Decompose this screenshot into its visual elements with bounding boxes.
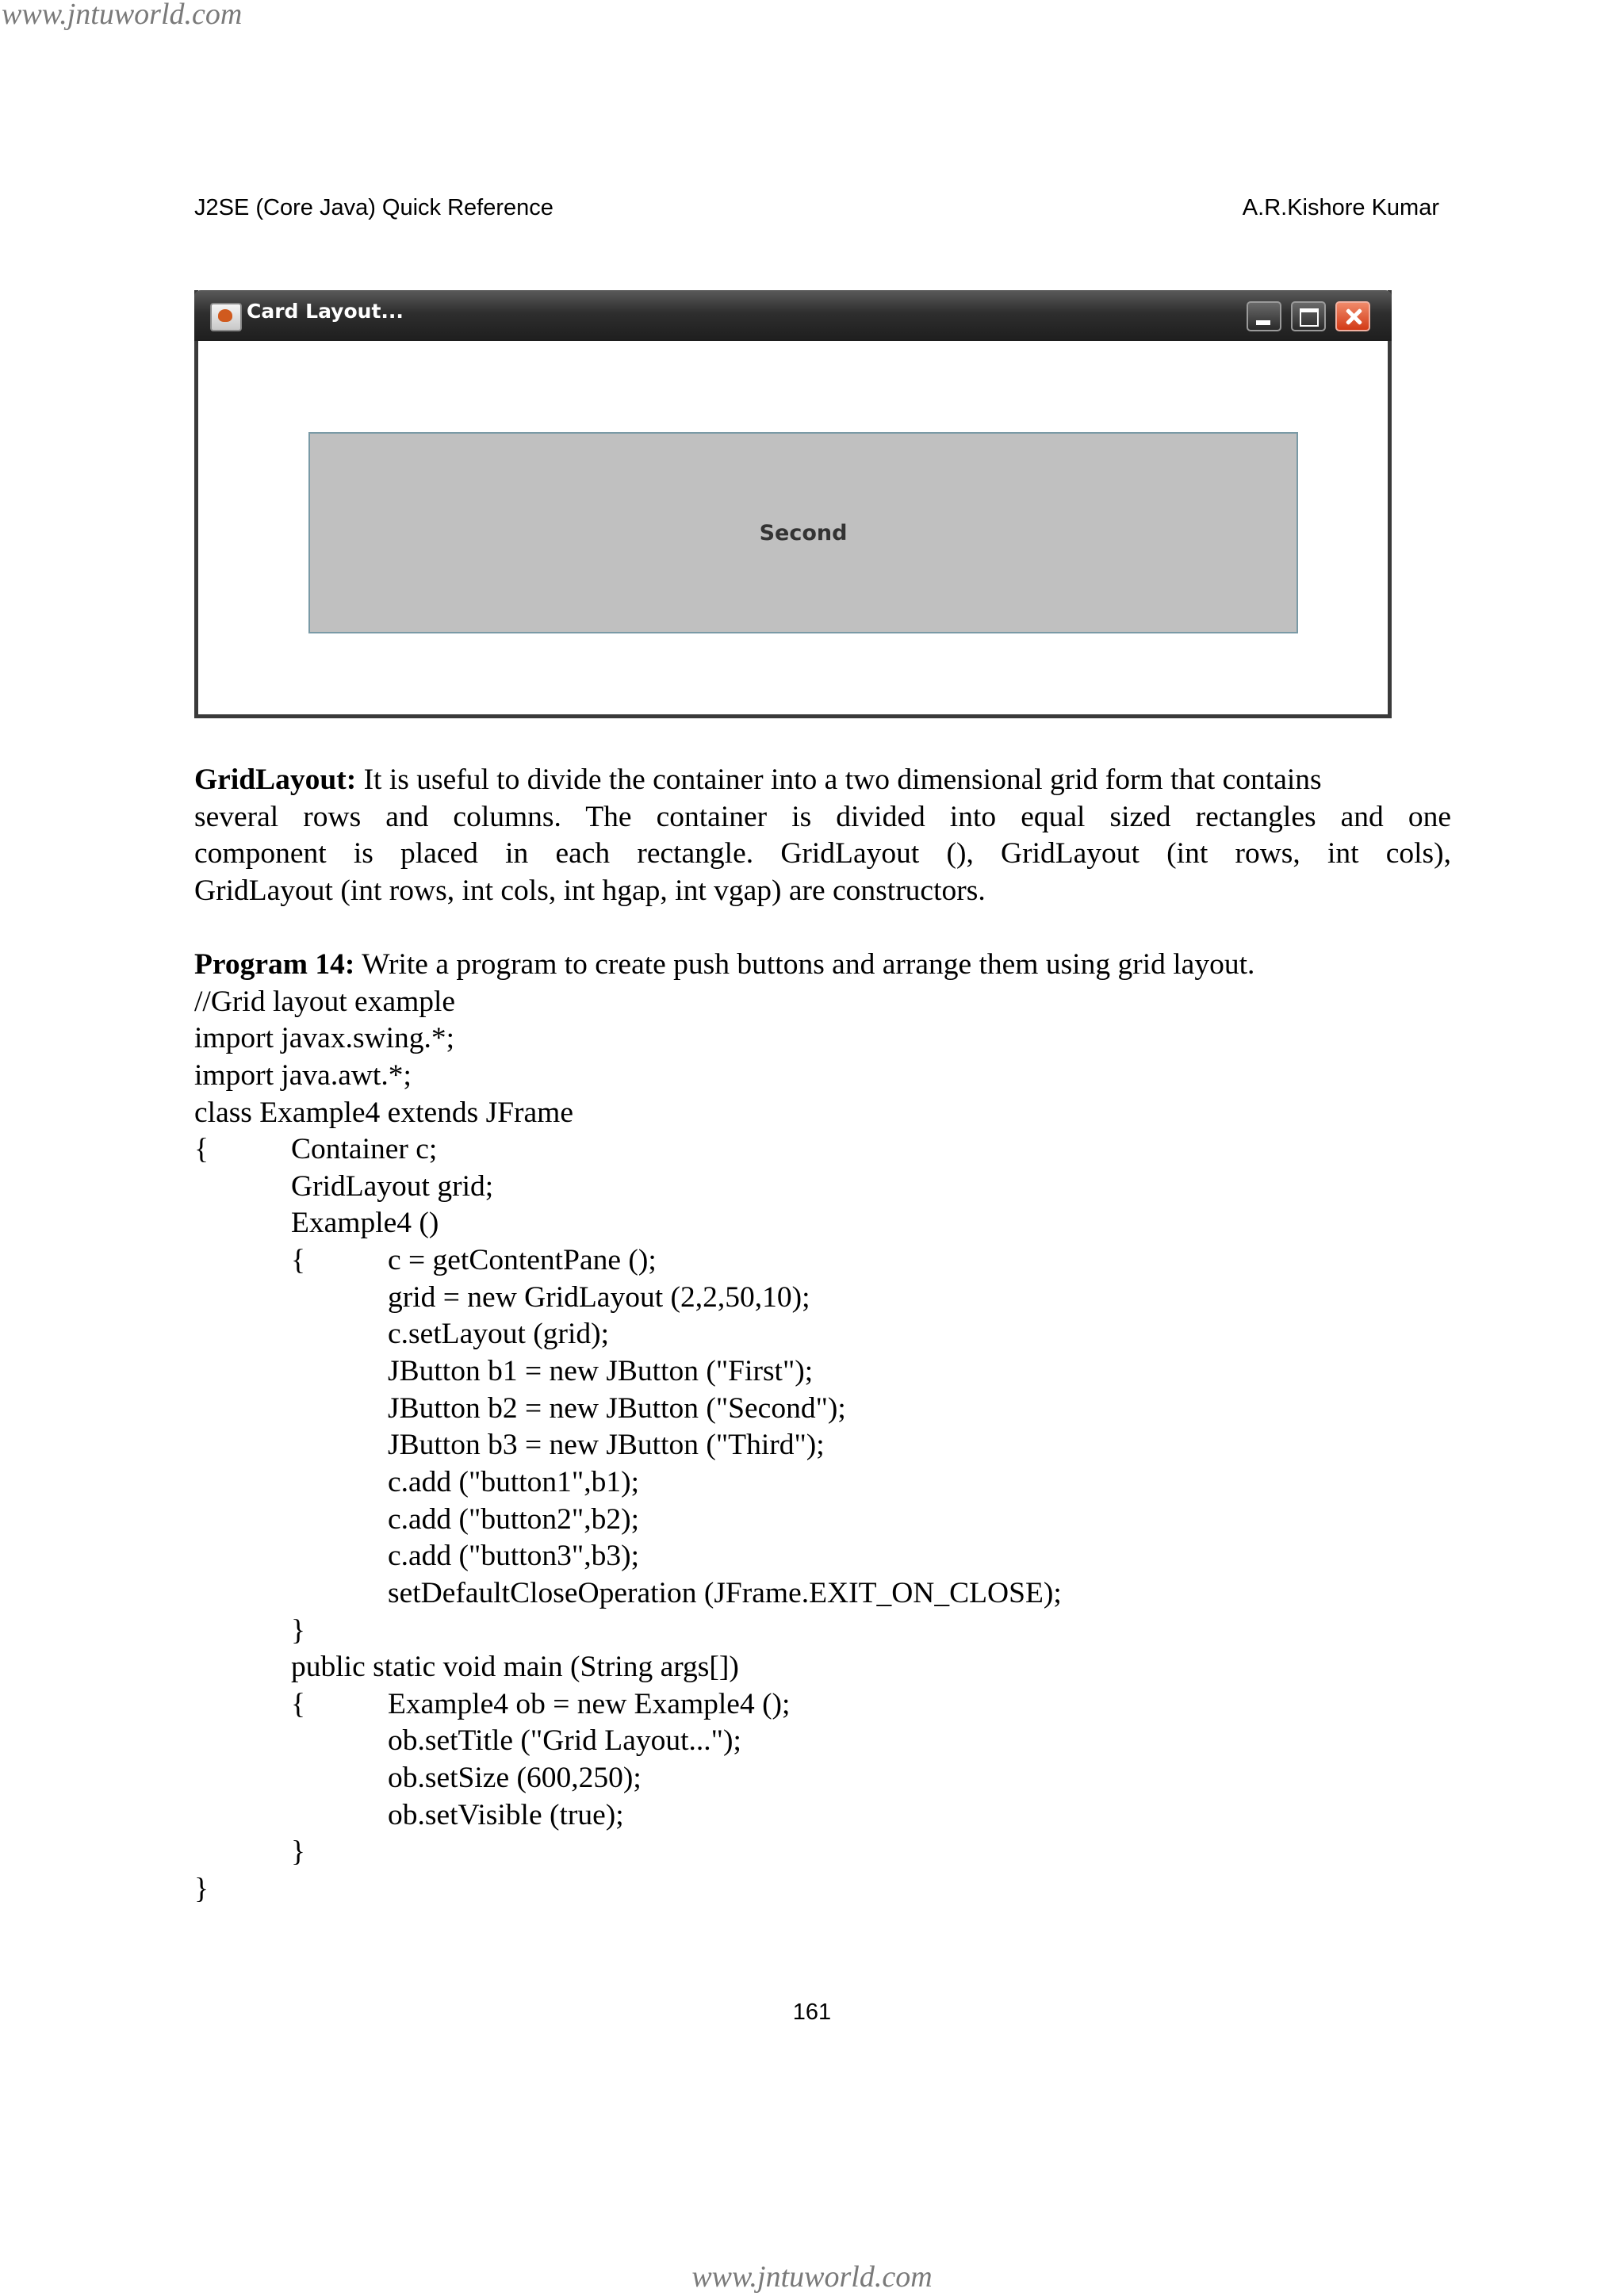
code-line: class Example4 extends JFrame	[194, 1096, 573, 1129]
close-icon[interactable]	[1335, 301, 1370, 331]
code-line: GridLayout grid;	[291, 1169, 494, 1203]
page-number: 161	[792, 1999, 832, 2025]
code-line: c.add ("button1",b1);	[388, 1465, 640, 1498]
program-description: Write a program to create push buttons and arrange them using grid layout.	[362, 948, 1255, 981]
program-label: Program 14:	[194, 948, 355, 981]
code-brace: }	[194, 1873, 209, 1906]
code-line: Container c;	[291, 1133, 438, 1166]
watermark-top: www.jntuworld.com	[2, 0, 243, 31]
code-line: ob.setTitle ("Grid Layout...");	[388, 1724, 741, 1758]
program-listing	[194, 947, 1254, 1908]
watermark-bottom: www.jntuworld.com	[691, 2260, 933, 2294]
gridlayout-text-line-2: several rows and columns. The container is divided into equal sized rectangles and one	[194, 800, 1451, 833]
code-line: grid = new GridLayout (2,2,50,10);	[388, 1280, 810, 1314]
gridlayout-text-line-4: GridLayout (int rows, int cols, int hgap, int vgap) are constructors.	[194, 874, 986, 907]
gridlayout-text-line-1: It is useful to divide the container into a two dimensional grid form that contains	[363, 763, 1322, 796]
second-card-button[interactable]: Second	[308, 432, 1298, 633]
card-layout-window-screenshot	[194, 290, 1392, 718]
code-line: c.add ("button3",b3);	[388, 1540, 640, 1573]
code-line: ob.setSize (600,250);	[388, 1762, 642, 1795]
code-line: import java.awt.*;	[194, 1058, 412, 1092]
gridlayout-paragraph	[194, 762, 1451, 909]
code-line: c.add ("button2",b2);	[388, 1502, 640, 1536]
running-header-title: J2SE (Core Java) Quick Reference	[194, 195, 553, 220]
code-line: Example4 ob = new Example4 ();	[388, 1687, 791, 1720]
code-brace: {	[291, 1687, 305, 1720]
window-titlebar	[194, 290, 1392, 341]
code-line: c.setLayout (grid);	[388, 1318, 610, 1351]
code-line: JButton b3 = new JButton ("Third");	[388, 1429, 825, 1462]
java-cup-icon	[210, 303, 242, 331]
code-line: c = getContentPane ();	[388, 1244, 657, 1277]
code-line: Example4 ()	[291, 1207, 439, 1240]
gridlayout-term: GridLayout:	[194, 763, 357, 796]
maximize-icon[interactable]	[1291, 301, 1326, 331]
window-title: Card Layout...	[247, 300, 404, 323]
code-line: //Grid layout example	[194, 985, 456, 1018]
minimize-icon[interactable]	[1247, 301, 1281, 331]
running-header-author: A.R.Kishore Kumar	[1242, 195, 1439, 220]
code-brace: }	[291, 1835, 305, 1869]
code-line: ob.setVisible (true);	[388, 1798, 624, 1831]
code-line: import javax.swing.*;	[194, 1022, 455, 1055]
code-line: JButton b2 = new JButton ("Second");	[388, 1391, 846, 1425]
gridlayout-text-line-3: component is placed in each rectangle. GridLayout (), GridLayout (int rows, int cols),	[194, 837, 1451, 871]
code-line: JButton b1 = new JButton ("First");	[388, 1355, 814, 1388]
code-brace: {	[194, 1133, 209, 1166]
code-brace: {	[291, 1244, 305, 1277]
code-line: setDefaultCloseOperation (JFrame.EXIT_ON_CLOSE);	[388, 1576, 1062, 1609]
code-line: public static void main (String args[])	[291, 1651, 739, 1684]
code-brace: }	[291, 1613, 305, 1647]
